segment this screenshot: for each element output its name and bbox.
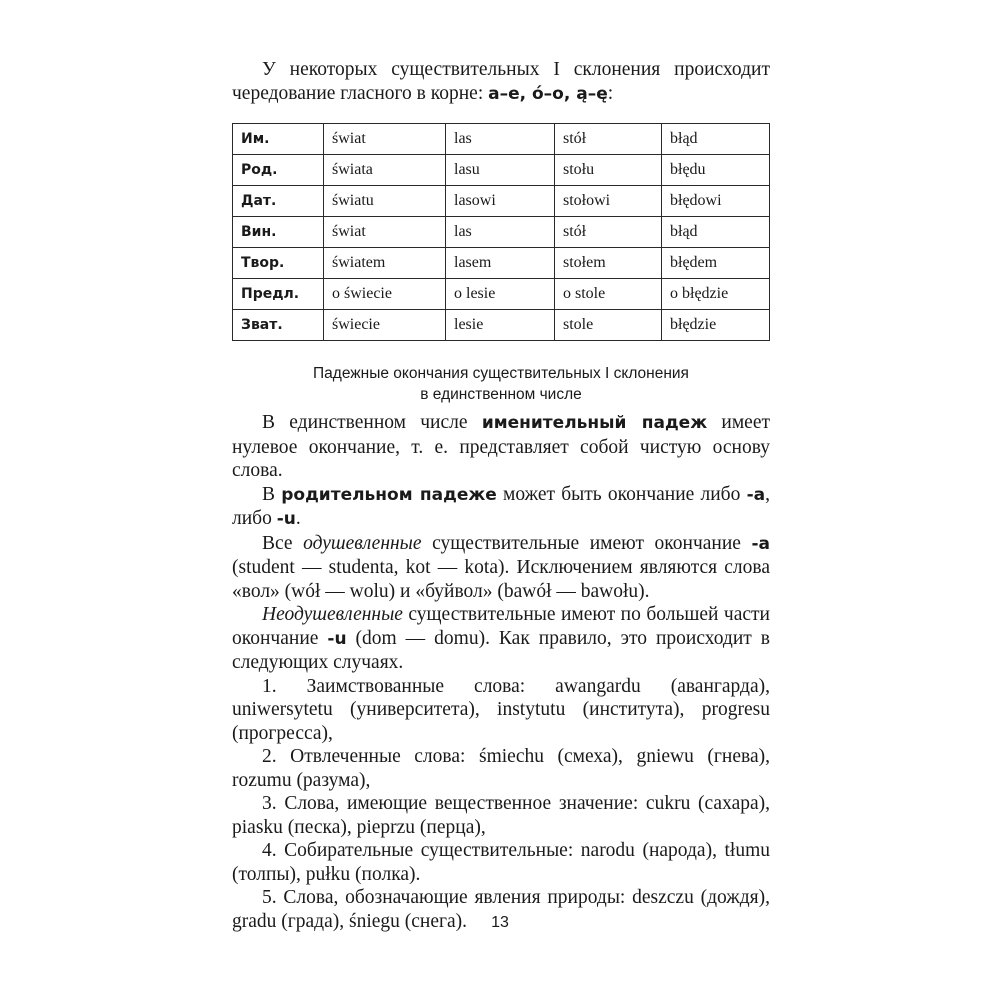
intro-paragraph — [232, 58, 770, 106]
term-inanimate: Неодушевленные — [262, 604, 403, 625]
case-label: Зват. — [233, 310, 324, 341]
table-cell: lasem — [446, 248, 555, 279]
case-label: Дат. — [233, 186, 324, 217]
table-cell: las — [446, 124, 555, 155]
declension-table — [232, 123, 770, 341]
table-cell: świata — [324, 155, 446, 186]
ending-u: -u — [276, 509, 296, 529]
case-label: Предл. — [233, 279, 324, 310]
table-row — [233, 124, 770, 155]
table-row — [233, 155, 770, 186]
table-row — [233, 279, 770, 310]
case-label: Вин. — [233, 217, 324, 248]
table-cell: o świecie — [324, 279, 446, 310]
heading-line-2: в единственном числе — [420, 386, 582, 403]
table-cell: stołowi — [555, 186, 662, 217]
table-row — [233, 310, 770, 341]
heading-line-1: Падежные окончания существительных I склонения — [313, 365, 689, 382]
table-cell: o błędzie — [662, 279, 770, 310]
case-label: Твор. — [233, 248, 324, 279]
ending-a: -а — [746, 484, 766, 505]
ending-a: -а — [751, 533, 770, 554]
table-cell: stół — [555, 217, 662, 248]
table-cell: stół — [555, 124, 662, 155]
term-nominative: именительный падеж — [481, 413, 708, 433]
table-cell: świat — [324, 217, 446, 248]
intro-text: У некоторых существительных I склонения происходит чередование гласного в корне: — [232, 59, 770, 104]
ending-u: -u — [327, 628, 347, 649]
table-cell: lasu — [446, 155, 555, 186]
table-cell: światu — [324, 186, 446, 217]
table-cell: stole — [555, 310, 662, 341]
table-cell: błędem — [662, 248, 770, 279]
intro-end: : — [607, 82, 614, 104]
section-heading — [232, 363, 770, 405]
table-cell: lasowi — [446, 186, 555, 217]
list-item: 5. Слова, обозначающие явления природы: deszczu (дождя), gradu (града), śniegu (снега). — [232, 887, 770, 932]
table-cell: las — [446, 217, 555, 248]
list-item: 4. Собирательные существительные: narodu (народа), tłumu (толпы), pułku (полка). — [232, 840, 770, 885]
list-item: 1. Заимствованные слова: awangardu (авангарда), uniwersytetu (университета), instytutu (института), progresu (прогресса), — [232, 675, 770, 744]
table-cell: lesie — [446, 310, 555, 341]
table-cell: światem — [324, 248, 446, 279]
table-cell: stołem — [555, 248, 662, 279]
table-row — [233, 186, 770, 217]
table-cell: stołu — [555, 155, 662, 186]
table-cell: świecie — [324, 310, 446, 341]
list-item: 2. Отвлеченные слова: śmiechu (смеха), gniewu (гнева), rozumu (разума), — [232, 746, 770, 791]
table-cell: błędowi — [662, 186, 770, 217]
table-cell: błąd — [662, 124, 770, 155]
page-content — [232, 58, 770, 933]
term-animate: одушевленные — [303, 532, 422, 554]
list-item: 3. Слова, имеющие вещественное значение: cukru (сахара), piasku (песка), pieprzu (перца), — [232, 793, 770, 838]
paragraph-animate: Все одушевленные существительные имеют окончание -а (student — studenta, kot — kota). Исключением являются слова «вол» (wół — wolu) и «буйвол» (bawół — bawołu). — [232, 532, 770, 602]
table-cell: świat — [324, 124, 446, 155]
table-row — [233, 248, 770, 279]
term-genitive: родительном падеже — [281, 484, 497, 505]
vowel-alternations: а–е, ó–о, ą–ę — [488, 83, 608, 104]
paragraph-inanimate: Неодушевленные существительные имеют по большей части окончание -u (dom — domu). Как правило, это происходит в следующих случаях. — [232, 604, 770, 673]
paragraph-genitive: В родительном падеже может быть окончание либо -а, либо -u. — [232, 483, 770, 529]
page-number: 13 — [491, 914, 509, 931]
case-label: Род. — [233, 155, 324, 186]
table-cell: o stole — [555, 279, 662, 310]
table-row — [233, 217, 770, 248]
table-cell: o lesie — [446, 279, 555, 310]
table-cell: błąd — [662, 217, 770, 248]
case-label: Им. — [233, 124, 324, 155]
table-cell: błędu — [662, 155, 770, 186]
table-cell: błędzie — [662, 310, 770, 341]
paragraph-nominative: В единственном числе именительный падеж имеет нулевое окончание, т. е. представляет собой чистую основу слова. — [232, 412, 771, 481]
